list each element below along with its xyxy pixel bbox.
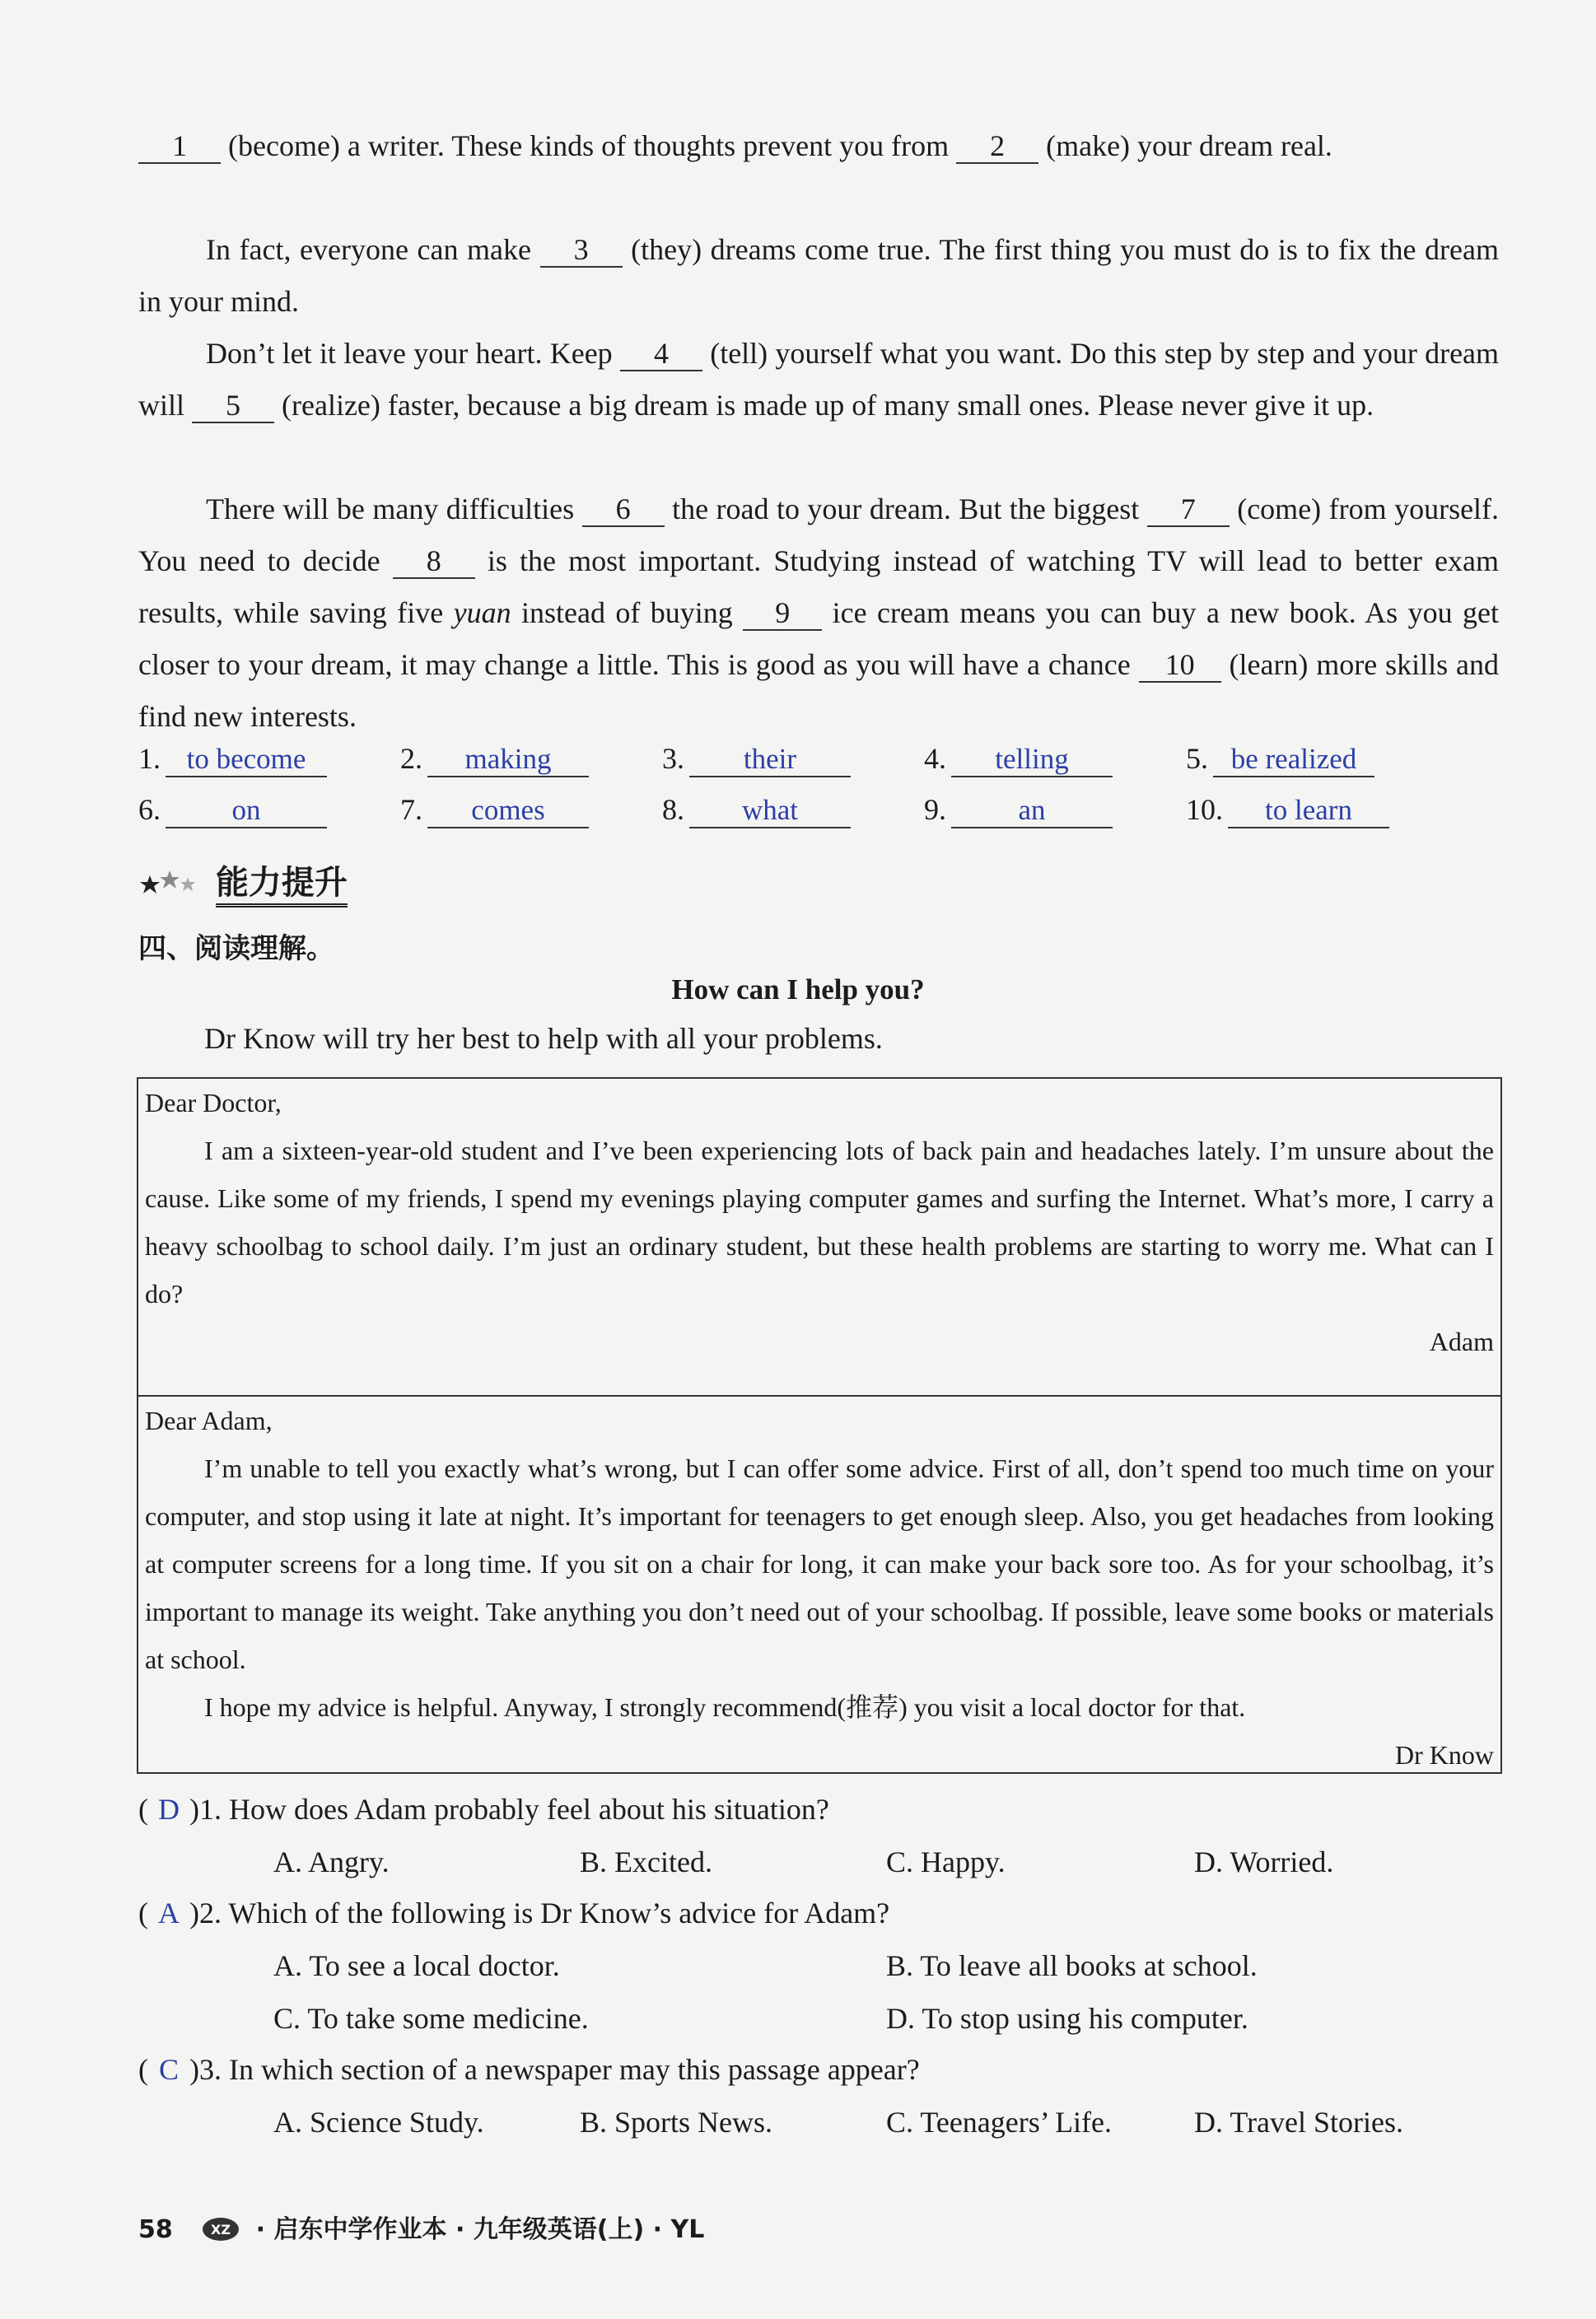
letter-1-body: I am a sixteen-year-old student and I’ve been experiencing lots of back pain and headaches lately. I’m unsure about the cause. Like some of my friends, I spend my evenings playing computer games and surfing the Internet. What’s more, I carry a heavy schoolbag to school daily. I’m just an ordinary student, but these health problems are starting to worry me. What can I do? (145, 1136, 1494, 1309)
answer-4: 4. telling (924, 741, 1113, 777)
passage-paragraph-3: There will be many difficulties 6 the road to your dream. But the biggest 7 (come) from yourself. You need to decide 8 is the most important. Studying instead of watching TV will lead to better exam results, while saving five yuan instead of buying 9 ice cream means you can buy a new book. As you get closer to your dream, it may change a little. This is good as you will have a chance 10 (learn) more skills and find new interests. (138, 492, 1500, 733)
question-1-option-c: C. Happy. (886, 1845, 1006, 1878)
answer-2: 2. making (400, 741, 589, 777)
passage-paragraph-1: In fact, everyone can make 3 (they) dreams come true. The first thing you must do is to fix the dream in your mind. (138, 233, 1500, 318)
answer-row-1 (138, 741, 1423, 792)
letter-2-body-2: I hope my advice is helpful. Anyway, I strongly recommend(推荐) you visit a local doctor for that. (204, 1692, 1246, 1722)
answer-8-value: what (689, 794, 851, 828)
answer-4-value: telling (951, 743, 1113, 777)
reading-title: How can I help you? (671, 973, 925, 1006)
question-3-option-d: D. Travel Stories. (1194, 2106, 1404, 2139)
answer-3-value: their (689, 743, 851, 777)
section-heading-text: 能力提升 (216, 864, 348, 908)
question-2-option-d: D. To stop using his computer. (886, 2002, 1248, 2035)
blank-8: 8 (393, 544, 475, 579)
letter-1-signature: Adam (1429, 1327, 1494, 1356)
letter-box-dr-know (137, 1395, 1502, 1774)
question-3-answer: C (158, 2053, 179, 2086)
section-heading (138, 856, 348, 903)
answer-5-value: be realized (1213, 743, 1374, 777)
letter-box-adam (137, 1077, 1502, 1397)
question-2-option-b: B. To leave all books at school. (886, 1949, 1258, 1982)
answer-9-value: an (951, 794, 1113, 828)
passage-paragraph-2: Don’t let it leave your heart. Keep 4 (tell) yourself what you want. Do this step by step and your dream will 5 (realize) faster, because a big dream is made up of many small ones. Please never give it up. (138, 337, 1500, 422)
question-2-option-a: A. To see a local doctor. (273, 1949, 560, 1982)
question-2: ( A )2. Which of the following is Dr Know’s advice for Adam? (138, 1897, 890, 1929)
letter-2-greeting: Dear Adam, (145, 1406, 273, 1435)
page-footer (138, 2209, 704, 2245)
answer-7-value: comes (427, 794, 589, 828)
question-2-text: )2. Which of the following is Dr Know’s advice for Adam? (189, 1897, 890, 1929)
question-3-option-c: C. Teenagers’ Life. (886, 2106, 1113, 2139)
question-3-option-a: A. Science Study. (273, 2106, 484, 2139)
answer-10: 10. to learn (1186, 792, 1389, 828)
question-1: ( D )1. How does Adam probably feel about his situation? (138, 1793, 829, 1826)
question-3-text: )3. In which section of a newspaper may this passage appear? (189, 2053, 920, 2086)
blank-5: 5 (192, 389, 274, 423)
footer-text: · 启东中学作业本 · 九年级英语(上) · YL (255, 2215, 705, 2244)
blank-6: 6 (582, 492, 665, 527)
question-1-text: )1. How does Adam probably feel about his situation? (189, 1793, 829, 1826)
answer-1: 1. to become (138, 741, 327, 777)
answer-10-value: to learn (1228, 794, 1389, 828)
answer-1-value: to become (166, 743, 327, 777)
blank-2: 2 (956, 129, 1038, 164)
answer-3: 3. their (662, 741, 851, 777)
blank-4: 4 (620, 337, 702, 371)
reading-intro: Dr Know will try her best to help with all your problems. (204, 1022, 883, 1055)
answer-5: 5. be realized (1186, 741, 1374, 777)
xz-logo-icon (201, 2216, 240, 2242)
letter-2-body: I’m unable to tell you exactly what’s wrong, but I can offer some advice. First of all, don’t spend too much time on your computer, and stop using it late at night. It’s important for teenagers to get enough sleep. Also, you get headaches from looking at computer screens for a long time. If you sit on a chair for long, it can make your back sore too. As for your schoolbag, it’s important to manage its weight. Take anything you don’t need out of your schoolbag. If possible, leave some books or materials at school. (145, 1453, 1494, 1674)
blank-9: 9 (743, 596, 822, 631)
exercise-subheading: 四、阅读理解。 (138, 932, 334, 965)
blank-10: 10 (1139, 648, 1221, 683)
answer-9: 9. an (924, 792, 1113, 828)
question-1-option-a: A. Angry. (273, 1845, 390, 1878)
answer-2-value: making (427, 743, 589, 777)
question-1-option-d: D. Worried. (1194, 1845, 1334, 1878)
stars-icon (138, 867, 204, 897)
question-3-option-b: B. Sports News. (580, 2106, 773, 2139)
blank-1: 1 (138, 129, 221, 164)
answer-grid (138, 741, 1423, 843)
question-3: ( C )3. In which section of a newspaper may this passage appear? (138, 2053, 920, 2086)
question-1-option-b: B. Excited. (580, 1845, 712, 1878)
answer-row-2 (138, 792, 1423, 843)
blank-3: 3 (540, 233, 623, 268)
question-2-option-c: C. To take some medicine. (273, 2002, 589, 2035)
passage-paragraph-0: 1 (become) a writer. These kinds of thoughts prevent you from 2 (make) your dream real. (138, 120, 1499, 172)
answer-8: 8. what (662, 792, 851, 828)
blank-7: 7 (1147, 492, 1230, 527)
letter-2-signature: Dr Know (1395, 1740, 1494, 1770)
answer-7: 7. comes (400, 792, 589, 828)
letter-1-greeting: Dear Doctor, (145, 1088, 282, 1118)
question-2-answer: A (158, 1897, 180, 1929)
answer-6-value: on (166, 794, 327, 828)
svg-text:XZ: XZ (211, 2222, 231, 2237)
page-number: 58 (138, 2215, 173, 2244)
answer-6: 6. on (138, 792, 327, 828)
question-1-answer: D (158, 1793, 180, 1826)
